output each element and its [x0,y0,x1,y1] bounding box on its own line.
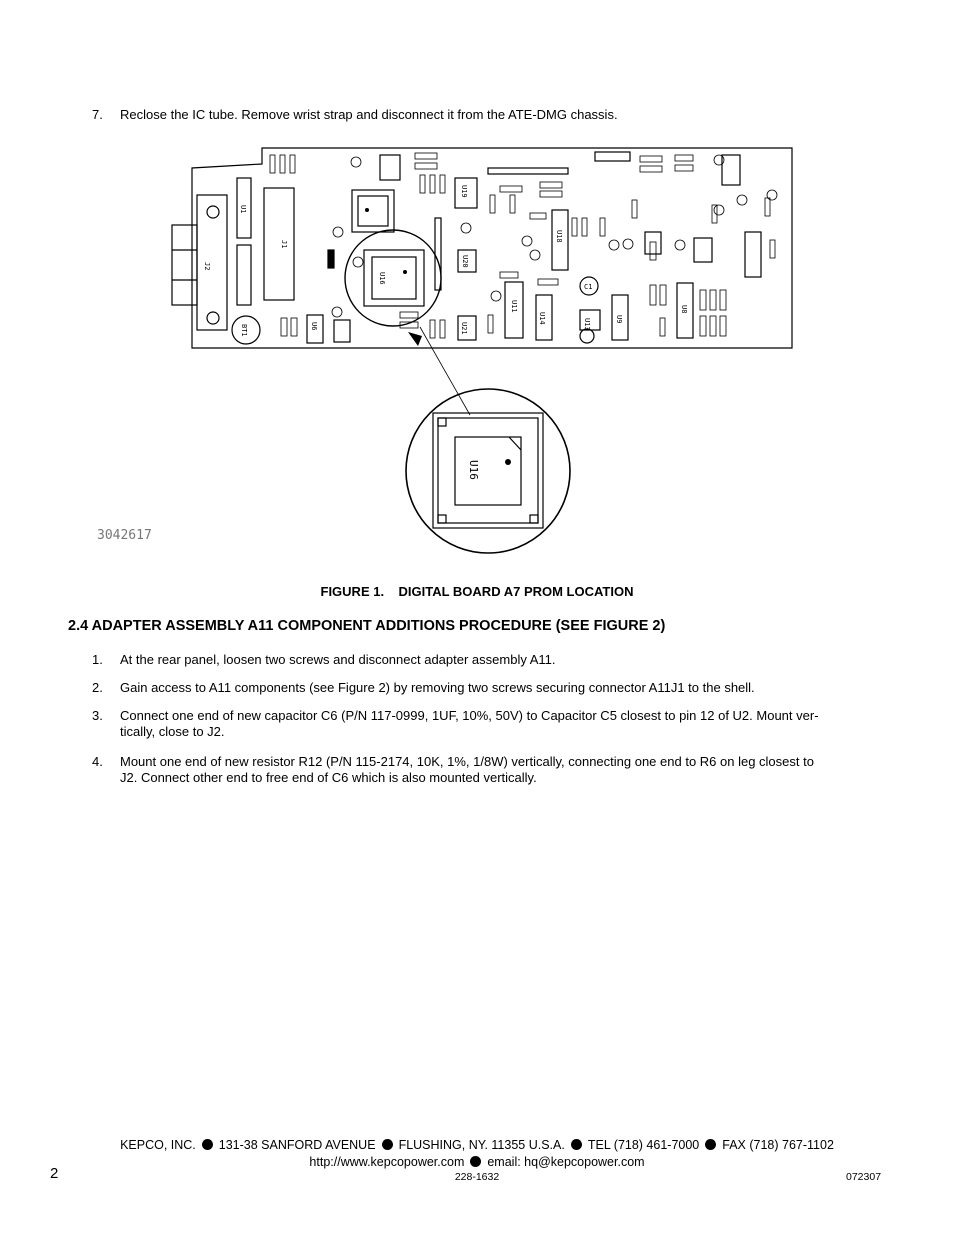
bullet-icon [202,1139,213,1150]
bullet-icon [470,1156,481,1167]
label-u9: U9 [615,315,623,324]
label-u20: U20 [461,255,469,268]
connector-j [197,195,227,330]
step-number: 1. [92,652,103,667]
label-u8: U8 [680,305,688,314]
label-u1: U1 [239,205,247,214]
label-u16: U16 [378,272,386,285]
footer-street: 131-38 SANFORD AVENUE [218,1138,376,1152]
ic-j1 [264,188,294,300]
step-number: 4. [92,754,103,769]
drawing-number: 3042617 [97,528,152,543]
footer-address [0,1138,954,1152]
footer-tel: TEL (718) 461-7000 [587,1138,700,1152]
footer-contact [0,1155,954,1169]
bullet-icon [705,1139,716,1150]
bullet-icon [571,1139,582,1150]
step-text: At the rear panel, loosen two screws and disconnect adapter assembly A11. [120,652,556,667]
connector-shell [172,225,197,305]
label-u16-enlarged: U16 [467,460,480,480]
label-u6: U6 [310,322,318,331]
step-text: Reclose the IC tube. Remove wrist strap and disconnect it from the ATE-DMG chassis. [120,107,618,122]
label-j1: J1 [280,240,288,249]
page-number: 2 [50,1165,59,1182]
step-text-line2: J2. Connect other end to free end of C6 which is also mounted vertically. [120,770,537,785]
label-u13: U13 [583,318,591,331]
label-bt1: BT1 [240,324,248,337]
step-text-line2: tically, close to J2. [120,724,225,739]
section-heading: 2.4 ADAPTER ASSEMBLY A11 COMPONENT ADDITIONS PROCEDURE (SEE FIGURE 2) [68,618,666,634]
label-u11: U11 [510,300,518,313]
doc-number: 228-1632 [454,1171,500,1183]
highlight-circle [345,230,441,326]
label-u14: U14 [538,312,546,325]
step-number: 3. [92,708,103,723]
label-j2: J2 [203,262,211,271]
figure-caption: FIGURE 1. DIGITAL BOARD A7 PROM LOCATION [320,584,634,599]
callout-arrow [408,332,422,346]
footer-company: KEPCO, INC. [120,1138,196,1152]
footer-city: FLUSHING, NY. 11355 U.S.A. [398,1138,565,1152]
step-text-line1: Connect one end of new capacitor C6 (P/N 117-0999, 1UF, 10%, 50V) to Capacitor C5 closest to pin 12 of U2. Mount ver- [120,708,819,723]
ic-u2 [237,245,251,305]
step-number: 2. [92,680,103,695]
step-number: 7. [92,107,103,122]
footer-website[interactable]: http://www.kepcopower.com [309,1155,465,1169]
label-u19: U19 [460,185,468,198]
step-text-line1: Mount one end of new resistor R12 (P/N 115-2174, 10K, 1%, 1/8W) vertically, connecting one end to R6 on leg closest to [120,754,814,769]
label-c1: C1 [584,283,593,291]
board-figure [0,0,954,580]
enlarged-u16-view [406,389,570,553]
bullet-icon [382,1139,393,1150]
step-text: Gain access to A11 components (see Figure 2) by removing two screws securing connector A11J1 to the shell. [120,680,755,695]
footer-email[interactable]: email: hq@kepcopower.com [487,1155,645,1169]
label-u21: U21 [460,322,468,335]
date-code: 072307 [846,1171,882,1183]
label-u18: U18 [555,230,563,243]
footer-fax: FAX (718) 767-1102 [722,1138,834,1152]
